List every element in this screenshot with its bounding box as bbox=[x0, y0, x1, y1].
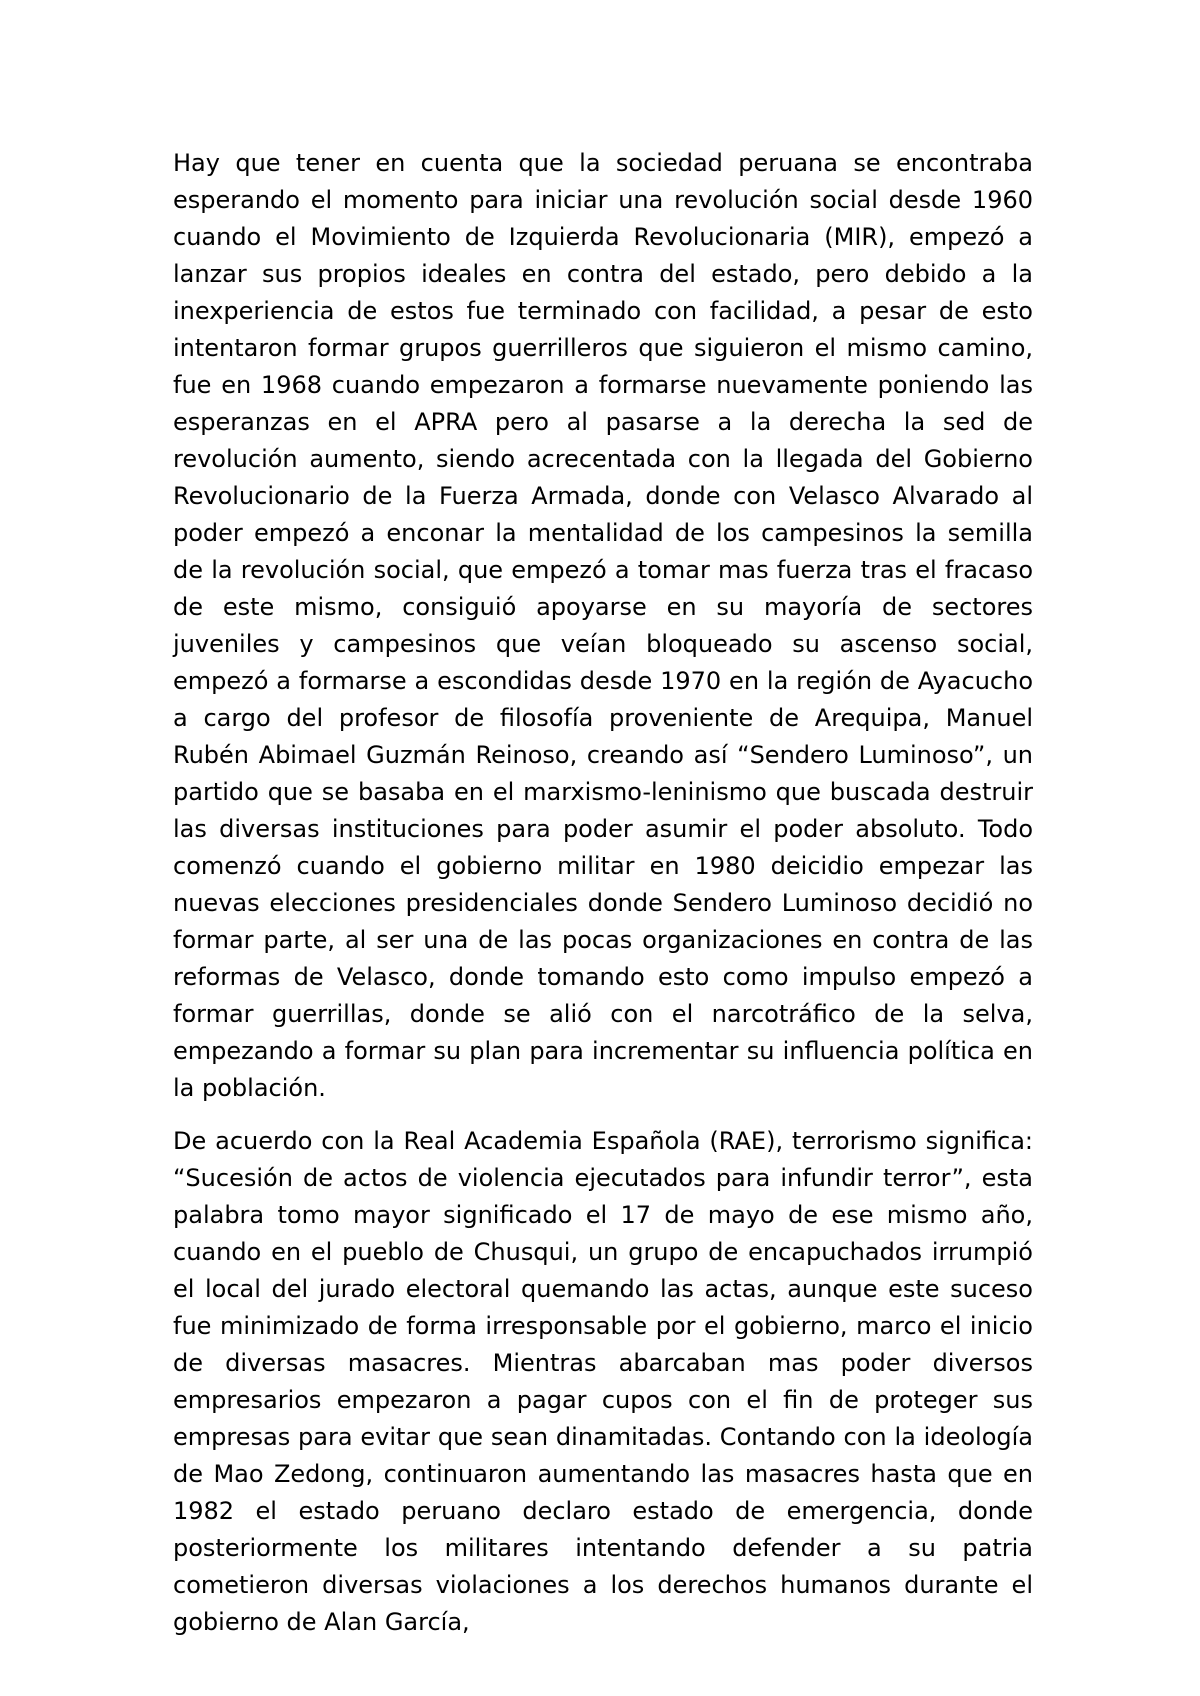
document-body bbox=[173, 145, 1033, 1641]
paragraph-1: Hay que tener en cuenta que la sociedad peruana se encontraba esperando el momento para iniciar una revolución social desde 1960 cuando el Movimiento de Izquierda Revolucionaria (MIR), empezó a lanzar sus propios ideales en contra del estado, pero debido a la inexperiencia de estos fue terminado con facilidad, a pesar de esto intentaron formar grupos guerrilleros que siguieron el mismo camino, fue en 1968 cuando empezaron a formarse nuevamente poniendo las esperanzas en el APRA pero al pasarse a la derecha la sed de revolución aumento, siendo acrecentada con la llegada del Gobierno Revolucionario de la Fuerza Armada, donde con Velasco Alvarado al poder empezó a enconar la mentalidad de los campesinos la semilla de la revolución social, que empezó a tomar mas fuerza tras el fracaso de este mismo, consiguió apoyarse en su mayoría de sectores juveniles y campesinos que veían bloqueado su ascenso social, empezó a formarse a escondidas desde 1970 en la región de Ayacucho a cargo del profesor de filosofía proveniente de Arequipa, Manuel Rubén Abimael Guzmán Reinoso, creando así “Sendero Luminoso”, un partido que se basaba en el marxismo-leninismo que buscada destruir las diversas instituciones para poder asumir el poder absoluto. Todo comenzó cuando el gobierno militar en 1980 deicidio empezar las nuevas elecciones presidenciales donde Sendero Luminoso decidió no formar parte, al ser una de las pocas organizaciones en contra de las reformas de Velasco, donde tomando esto como impulso empezó a formar guerrillas, donde se alió con el narcotráfico de la selva, empezando a formar su plan para incrementar su influencia política en la población. bbox=[173, 149, 1033, 1102]
paragraph-2: De acuerdo con la Real Academia Española (RAE), terrorismo significa: “Sucesión de actos de violencia ejecutados para infundir terror”, esta palabra tomo mayor significado el 17 de mayo de ese mismo año, cuando en el pueblo de Chusqui, un grupo de encapuchados irrumpió el local del jurado electoral quemando las actas, aunque este suceso fue minimizado de forma irresponsable por el gobierno, marco el inicio de diversas masacres. Mientras abarcaban mas poder diversos empresarios empezaron a pagar cupos con el fin de proteger sus empresas para evitar que sean dinamitadas. Contando con la ideología de Mao Zedong, continuaron aumentando las masacres hasta que en 1982 el estado peruano declaro estado de emergencia, donde posteriormente los militares intentando defender a su patria cometieron diversas violaciones a los derechos humanos durante el gobierno de Alan García, bbox=[173, 1127, 1033, 1636]
